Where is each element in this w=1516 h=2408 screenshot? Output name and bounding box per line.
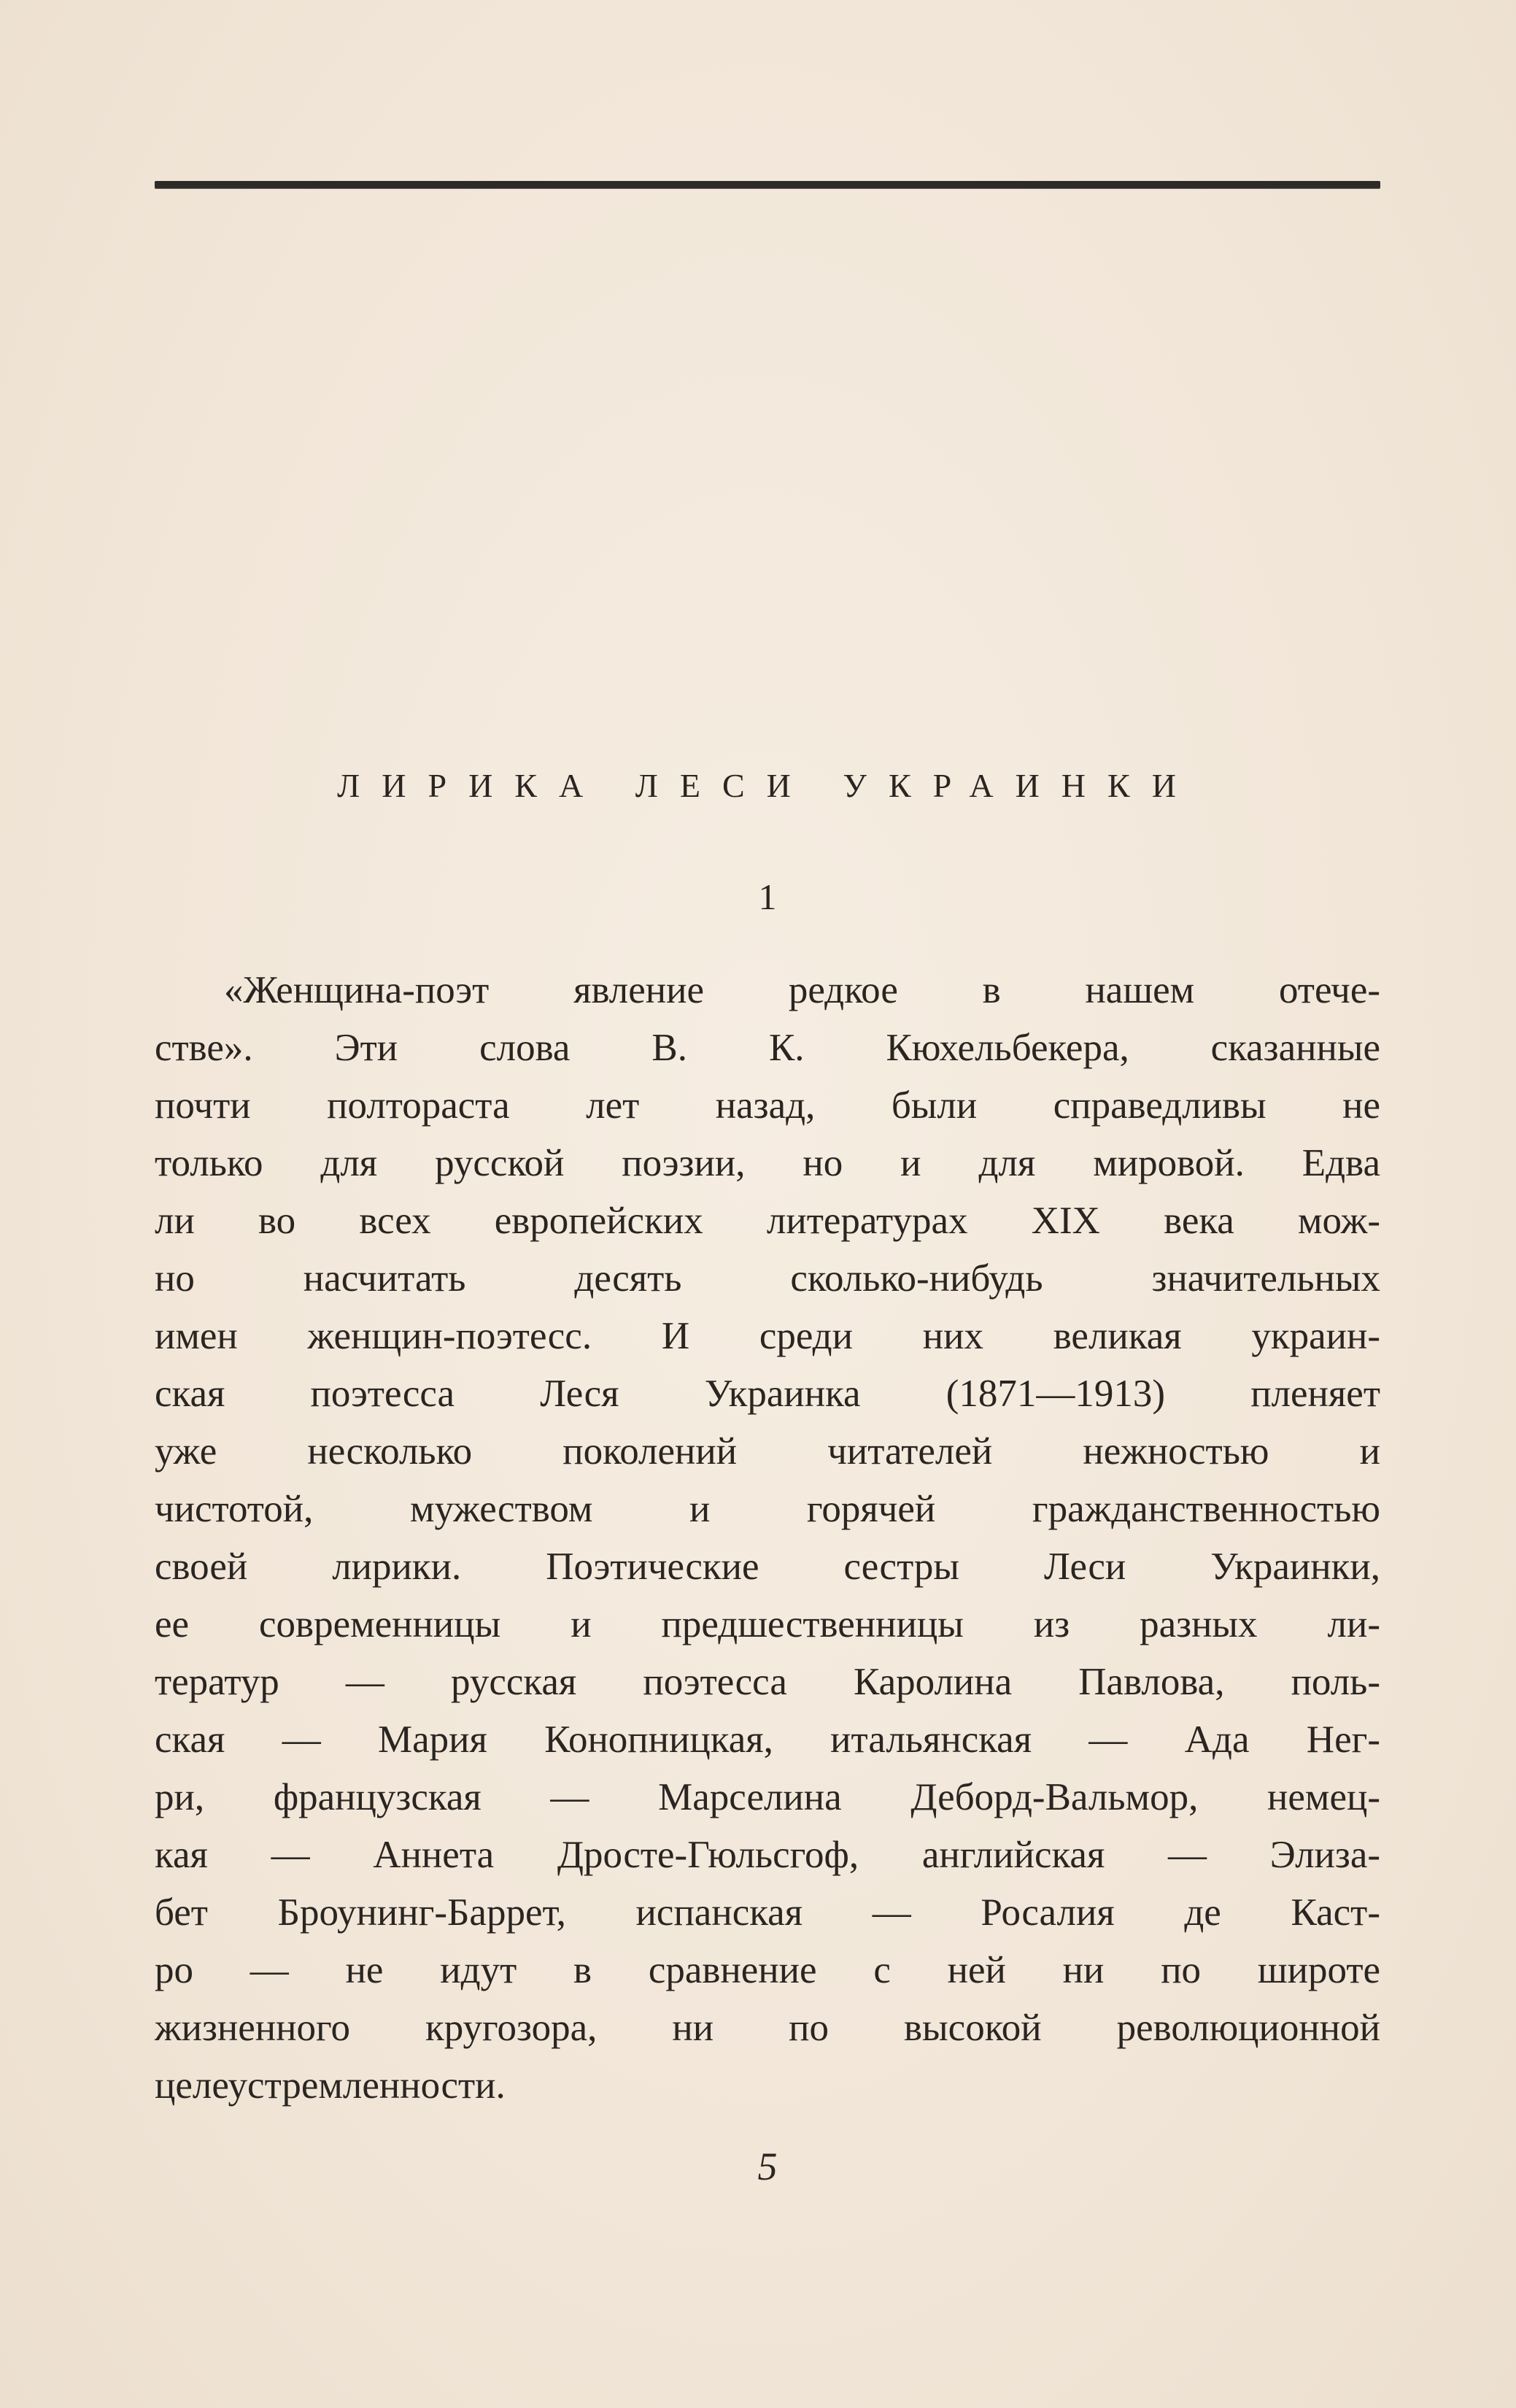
- top-rule-divider: [155, 181, 1380, 188]
- text-line: ро — не идут в сравнение с ней ни по широте: [155, 1949, 1380, 1991]
- section-number: 1: [758, 876, 777, 917]
- text-line: имен женщин-поэтесс. И среди них великая украин-: [155, 1315, 1380, 1357]
- text-line: почти полтораста лет назад, были справедливы не: [155, 1084, 1380, 1127]
- text-line: ее современницы и предшественницы из разных ли-: [155, 1603, 1380, 1645]
- text-line: жизненного кругозора, ни по высокой революционной: [155, 2007, 1380, 2049]
- text-line: ская — Мария Конопницкая, итальянская — Ада Нег-: [155, 1718, 1380, 1761]
- text-line: своей лирики. Поэтические сестры Леси Украинки,: [155, 1545, 1380, 1588]
- text-line: но насчитать десять сколько-нибудь значительных: [155, 1257, 1380, 1300]
- text-line: ри, французская — Марселина Деборд-Вальмор, немец-: [155, 1776, 1380, 1818]
- text-line: уже несколько поколений читателей нежностью и: [155, 1430, 1380, 1473]
- text-line: тератур — русская поэтесса Каролина Павлова, поль-: [155, 1661, 1380, 1703]
- text-line: стве». Эти слова В. К. Кюхельбекера, сказанные: [155, 1027, 1380, 1069]
- chapter-title: ЛИРИКА ЛЕСИ УКРАИНКИ: [337, 767, 1198, 804]
- page-number: 5: [757, 2145, 778, 2188]
- body-paragraph: [155, 962, 1380, 2115]
- text-line: ская поэтесса Леся Украинка (1871—1913) пленяет: [155, 1373, 1380, 1415]
- text-line: целеустремленности.: [155, 2064, 506, 2107]
- text-line: только для русской поэзии, но и для мировой. Едва: [155, 1142, 1380, 1184]
- text-line: бет Броунинг-Баррет, испанская — Росалия де Каст-: [155, 1891, 1380, 1934]
- text-line: кая — Аннета Дросте-Гюльсгоф, английская — Элиза-: [155, 1834, 1380, 1876]
- text-line: чистотой, мужеством и горячей гражданственностью: [155, 1488, 1380, 1530]
- text-line: ли во всех европейских литературах XIX века мож-: [155, 1200, 1380, 1242]
- text-line: «Женщина-поэт явление редкое в нашем отече-: [224, 969, 1380, 1011]
